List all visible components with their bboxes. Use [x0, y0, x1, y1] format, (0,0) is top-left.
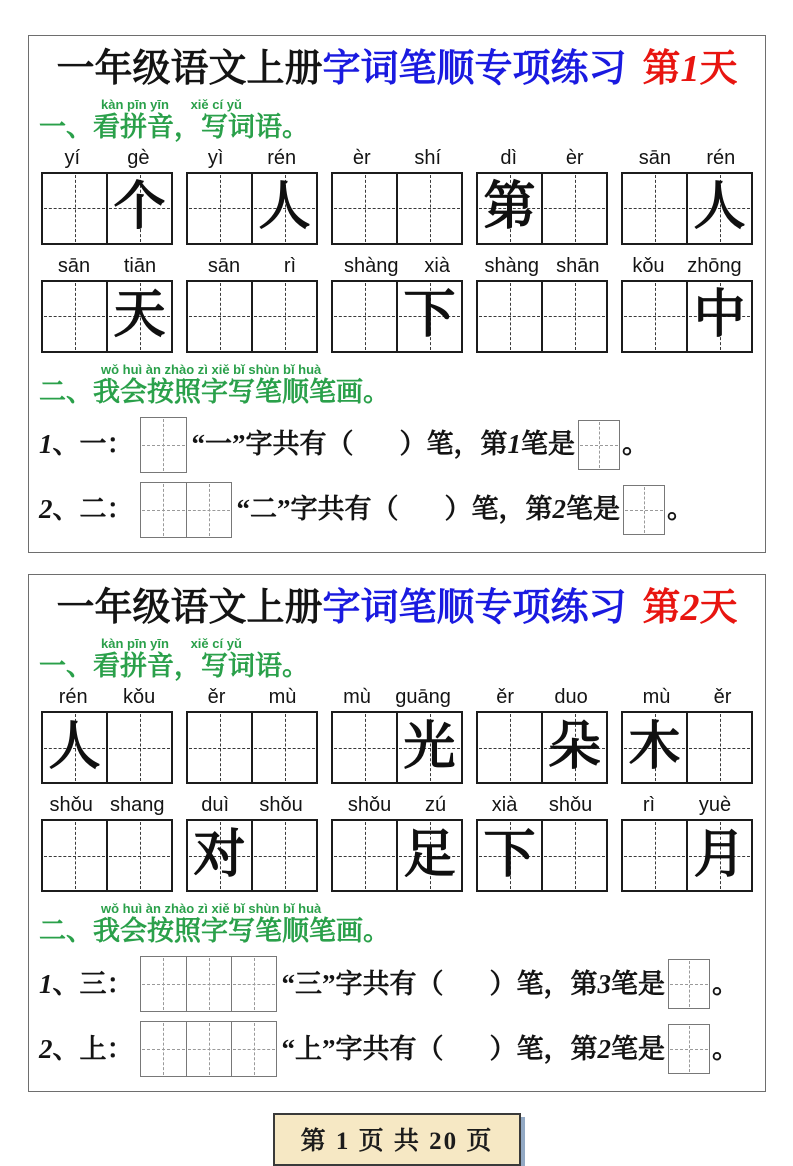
word-group — [476, 255, 608, 353]
pinyin-syllable: dì — [500, 146, 518, 169]
title-day-post: 天 — [699, 587, 738, 630]
stroke-answer-box — [668, 1024, 710, 1074]
word-group — [331, 255, 463, 353]
writing-grid — [621, 711, 753, 784]
item-number: 2 — [39, 494, 53, 525]
writing-grid — [186, 819, 318, 892]
pinyin-syllable: rì — [642, 794, 656, 817]
writing-grid — [41, 172, 173, 245]
writing-grid — [41, 819, 173, 892]
stroke-order-cell — [231, 957, 276, 1011]
section2-heading: 二、我会按照字写笔顺笔画。 — [39, 377, 390, 408]
grid-cell — [686, 713, 751, 782]
stroke-order-cell — [186, 483, 231, 537]
question-text-a: “一”字共有（ — [191, 429, 354, 460]
stroke-exercise-line — [39, 1021, 755, 1077]
word-group — [41, 794, 173, 892]
grid-cell — [333, 282, 396, 351]
word-row — [41, 147, 753, 245]
pinyin-syllable: rén — [58, 686, 88, 709]
grid-cell — [43, 821, 106, 890]
writing-grid — [331, 280, 463, 353]
pinyin-syllable: duì — [201, 794, 230, 817]
section2-pinyin: wǒ huì àn zhào zì xiě bǐ shùn bǐ huà — [101, 901, 322, 917]
pinyin-syllable: gè — [127, 146, 150, 169]
grid-cell — [333, 713, 396, 782]
day-sections — [28, 35, 766, 1092]
pinyin-syllable: ěr — [207, 686, 226, 709]
item-number: 2 — [39, 1033, 53, 1064]
grid-cell — [478, 821, 541, 890]
grid-cell — [106, 174, 171, 243]
section1-pinyin: kàn pīn yīn xiě cí yǔ — [101, 635, 242, 651]
handwritten-character: 木 — [628, 718, 681, 776]
title-day-post: 天 — [699, 48, 738, 90]
handwritten-character: 天 — [113, 287, 166, 345]
word-group — [331, 794, 463, 892]
grid-cell — [541, 821, 606, 890]
grid-cell — [251, 713, 316, 782]
stroke-answer-box — [623, 485, 665, 535]
sentence-period: 。 — [667, 494, 694, 525]
section2-heading: 二、我会按照字写笔顺笔画。 — [39, 916, 390, 947]
stroke-exercise-line — [39, 417, 755, 473]
title-day-pre: 第 — [642, 587, 681, 630]
question-text-c: 笔是 — [611, 968, 665, 999]
sentence-period: 。 — [712, 1033, 739, 1064]
handwritten-character: 足 — [403, 826, 456, 884]
word-group — [476, 794, 608, 892]
handwritten-character: 对 — [193, 826, 246, 884]
pinyin-label — [186, 686, 318, 708]
pinyin-syllable: duo — [554, 686, 588, 709]
item-character-label: 、上： — [52, 1033, 134, 1064]
worksheet-title — [39, 585, 755, 633]
question-text-c: 笔是 — [611, 1033, 665, 1064]
title-day-label — [643, 48, 738, 90]
pinyin-label — [621, 147, 753, 169]
stroke-exercise-line — [39, 956, 755, 1012]
word-group — [41, 147, 173, 245]
pinyin-label — [476, 147, 608, 169]
day-section-1 — [28, 35, 766, 553]
pinyin-syllable: zú — [425, 794, 447, 817]
grid-cell — [251, 174, 316, 243]
stroke-number: 2 — [552, 494, 566, 525]
handwritten-character: 下 — [403, 287, 456, 345]
sentence-period: 。 — [712, 968, 739, 999]
writing-grid — [331, 711, 463, 784]
grid-cell — [478, 282, 541, 351]
sentence-period: 。 — [622, 429, 649, 460]
handwritten-character: 朵 — [548, 718, 601, 776]
grid-cell — [541, 713, 606, 782]
item-number: 1 — [39, 968, 53, 999]
pinyin-label — [476, 794, 608, 816]
pinyin-syllable: kǒu — [123, 686, 156, 709]
stroke-order-cell — [141, 1022, 186, 1076]
writing-grid — [331, 819, 463, 892]
pinyin-syllable: yuè — [698, 794, 732, 817]
stroke-order-cell — [141, 483, 186, 537]
word-group — [476, 147, 608, 245]
grid-cell — [43, 713, 106, 782]
pinyin-label — [41, 686, 173, 708]
word-group — [331, 147, 463, 245]
handwritten-character: 人 — [258, 179, 311, 237]
word-group — [186, 794, 318, 892]
word-group — [621, 794, 753, 892]
pinyin-syllable: shān — [556, 254, 600, 277]
stroke-number: 1 — [507, 429, 521, 460]
grid-cell — [686, 282, 751, 351]
grid-cell — [43, 282, 106, 351]
grid-cell — [106, 282, 171, 351]
pinyin-syllable: xià — [491, 794, 518, 817]
pinyin-label — [41, 147, 173, 169]
stroke-number: 2 — [597, 1033, 611, 1064]
pinyin-syllable: shàng — [343, 254, 399, 277]
grid-cell — [43, 174, 106, 243]
question-text-b: ）笔，第 — [489, 968, 598, 999]
stroke-order-grid — [140, 482, 232, 538]
pinyin-syllable: shang — [109, 794, 165, 817]
grid-cell — [623, 174, 686, 243]
grid-cell — [396, 282, 461, 351]
grid-cell — [106, 713, 171, 782]
question-text-c: 笔是 — [521, 429, 575, 460]
pinyin-syllable: mù — [268, 686, 297, 709]
grid-cell — [396, 713, 461, 782]
grid-cell — [188, 713, 251, 782]
pinyin-label — [331, 255, 463, 277]
footer — [28, 1113, 766, 1166]
grid-cell — [188, 282, 251, 351]
grid-cell — [396, 821, 461, 890]
pinyin-syllable: shǒu — [347, 794, 392, 817]
title-day-number: 2 — [680, 587, 700, 630]
question-text-a: “二”字共有（ — [236, 494, 399, 525]
pinyin-syllable: yì — [207, 146, 224, 169]
pinyin-label — [41, 255, 173, 277]
handwritten-character: 月 — [693, 826, 746, 884]
writing-grid — [476, 280, 608, 353]
handwritten-character: 人 — [48, 718, 101, 776]
question-text-a: “上”字共有（ — [281, 1033, 444, 1064]
pinyin-syllable: shǒu — [548, 794, 593, 817]
stroke-order-cell — [231, 1022, 276, 1076]
handwritten-character: 个 — [113, 179, 166, 237]
question-text-a: “三”字共有（ — [281, 968, 444, 999]
stroke-exercise-line — [39, 482, 755, 538]
stroke-number: 3 — [597, 968, 611, 999]
grid-cell — [396, 174, 461, 243]
item-character-label: 、三： — [52, 968, 134, 999]
grid-cell — [251, 821, 316, 890]
section1-heading: 一、看拼音，写词语。 — [39, 650, 309, 681]
title-day-pre: 第 — [642, 48, 681, 90]
writing-grid — [476, 172, 608, 245]
pinyin-syllable: ěr — [496, 686, 514, 709]
pinyin-label — [186, 147, 318, 169]
writing-grid — [621, 819, 753, 892]
handwritten-character: 第 — [483, 179, 536, 237]
writing-grid — [476, 819, 608, 892]
title-book: 一年级语文上册 — [56, 587, 323, 630]
word-group — [41, 686, 173, 784]
pinyin-syllable: sān — [638, 146, 671, 169]
pinyin-syllable: mù — [642, 686, 671, 709]
writing-grid — [621, 172, 753, 245]
day-section-2 — [28, 574, 766, 1092]
word-group — [621, 686, 753, 784]
writing-grid — [476, 711, 608, 784]
pinyin-syllable: mù — [343, 686, 371, 709]
question-text-b: ）笔，第 — [444, 494, 553, 525]
title-day-number: 1 — [680, 48, 700, 90]
grid-cell — [541, 282, 606, 351]
grid-cell — [188, 821, 251, 890]
handwritten-character: 中 — [693, 287, 746, 345]
stroke-order-grid — [140, 417, 187, 473]
writing-grid — [621, 280, 753, 353]
pinyin-syllable: shí — [414, 146, 442, 169]
pinyin-syllable: yí — [64, 146, 81, 169]
question-text-b: ）笔，第 — [399, 429, 508, 460]
pinyin-syllable: xià — [424, 254, 450, 277]
word-group — [186, 147, 318, 245]
word-row — [41, 794, 753, 892]
grid-cell — [333, 821, 396, 890]
title-book: 一年级语文上册 — [56, 48, 323, 90]
writing-grid — [186, 280, 318, 353]
pinyin-syllable: èr — [352, 146, 371, 169]
word-group — [41, 255, 173, 353]
pinyin-syllable: shàng — [484, 254, 540, 277]
word-group — [621, 255, 753, 353]
pinyin-syllable: ěr — [713, 686, 732, 709]
word-group — [476, 686, 608, 784]
pinyin-label — [331, 794, 463, 816]
grid-cell — [623, 821, 686, 890]
item-character-label: 、一： — [52, 429, 134, 460]
pinyin-syllable: èr — [565, 146, 584, 169]
writing-grid — [186, 172, 318, 245]
pinyin-syllable: rén — [706, 146, 736, 169]
pinyin-label — [621, 794, 753, 816]
pinyin-label — [331, 686, 463, 708]
pinyin-label — [331, 147, 463, 169]
page-number-badge: 第 1 页 共 20 页 — [273, 1113, 522, 1166]
stroke-answer-box — [578, 420, 620, 470]
section1-heading: 一、看拼音，写词语。 — [39, 111, 309, 142]
writing-grid — [186, 711, 318, 784]
title-topic: 字词笔顺专项练习 — [322, 48, 627, 90]
pinyin-label — [621, 686, 753, 708]
title-topic: 字词笔顺专项练习 — [322, 587, 627, 630]
handwritten-character: 光 — [403, 718, 456, 776]
grid-cell — [478, 713, 541, 782]
word-group — [186, 255, 318, 353]
grid-cell — [623, 713, 686, 782]
pinyin-syllable: rén — [267, 146, 297, 169]
grid-cell — [188, 174, 251, 243]
item-number: 1 — [39, 429, 53, 460]
writing-grid — [331, 172, 463, 245]
item-character-label: 、二： — [52, 494, 134, 525]
stroke-order-cell — [141, 418, 186, 472]
grid-cell — [106, 821, 171, 890]
grid-cell — [541, 174, 606, 243]
pinyin-syllable: sān — [207, 254, 241, 277]
stroke-order-grid — [140, 1021, 277, 1077]
pinyin-syllable: zhōng — [687, 254, 742, 277]
pinyin-label — [186, 794, 318, 816]
grid-cell — [251, 282, 316, 351]
stroke-order-cell — [186, 1022, 231, 1076]
question-text-b: ）笔，第 — [489, 1033, 598, 1064]
title-day-label — [643, 587, 738, 629]
word-group — [621, 147, 753, 245]
writing-grid — [41, 711, 173, 784]
worksheet-title — [39, 46, 755, 94]
stroke-order-cell — [186, 957, 231, 1011]
handwritten-character: 下 — [483, 826, 536, 884]
handwritten-character: 人 — [693, 179, 746, 237]
word-row — [41, 686, 753, 784]
grid-cell — [333, 174, 396, 243]
grid-cell — [686, 821, 751, 890]
pinyin-label — [41, 794, 173, 816]
pinyin-label — [476, 686, 608, 708]
stroke-answer-box — [668, 959, 710, 1009]
pinyin-syllable: rì — [283, 254, 297, 277]
stroke-order-grid — [140, 956, 277, 1012]
word-row — [41, 255, 753, 353]
pinyin-syllable: tiān — [123, 254, 157, 277]
pinyin-syllable: sān — [57, 254, 91, 277]
pinyin-label — [186, 255, 318, 277]
grid-cell — [478, 174, 541, 243]
pinyin-syllable: guāng — [395, 686, 451, 709]
section2-pinyin: wǒ huì àn zhào zì xiě bǐ shùn bǐ huà — [101, 361, 322, 377]
grid-cell — [686, 174, 751, 243]
pinyin-syllable: kǒu — [632, 254, 665, 277]
grid-cell — [623, 282, 686, 351]
word-group — [331, 686, 463, 784]
section1-pinyin: kàn pīn yīn xiě cí yǔ — [101, 96, 242, 112]
question-text-c: 笔是 — [566, 494, 620, 525]
pinyin-syllable: shǒu — [259, 794, 303, 817]
stroke-order-cell — [141, 957, 186, 1011]
writing-grid — [41, 280, 173, 353]
pinyin-syllable: shǒu — [49, 794, 93, 817]
pinyin-label — [476, 255, 608, 277]
word-group — [186, 686, 318, 784]
pinyin-label — [621, 255, 753, 277]
